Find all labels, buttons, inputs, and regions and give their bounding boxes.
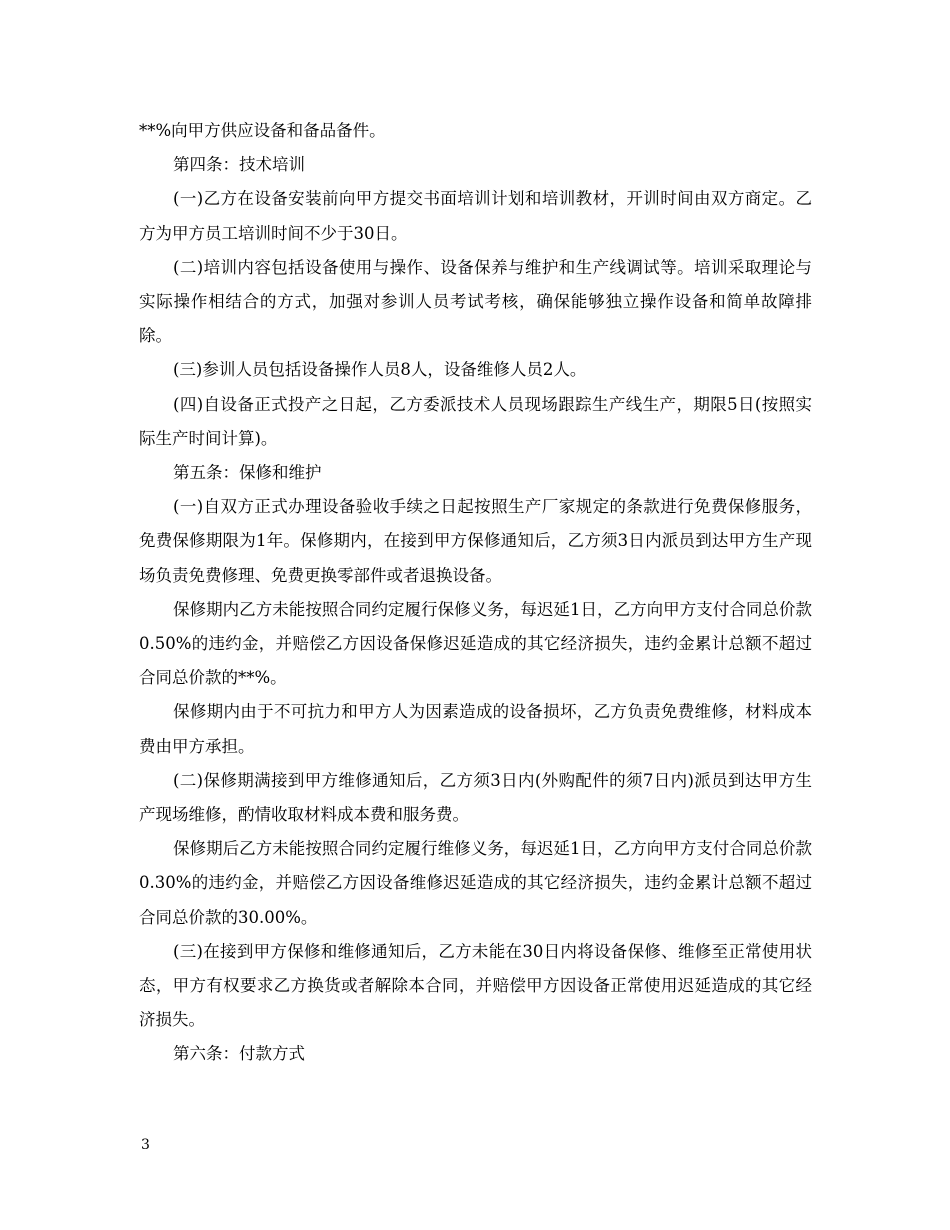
paragraph: (一)乙方在设备安装前向甲方提交书面培训计划和培训教材，开训时间由双方商定。乙方为甲方员工培训时间不少于30日。 (139, 189, 812, 243)
paragraph: (二)保修期满接到甲方维修通知后，乙方须3日内(外购配件的须7日内)派员到达甲方生产现场维修，酌情收取材料成本费和服务费。 (139, 770, 812, 825)
section-heading-5: 第五条：保修和维护 (173, 463, 322, 483)
paragraph: 保修期后乙方未能按照合同约定履行维修义务，每迟延1日，乙方向甲方支付合同总价款0.30%的违约金，并赔偿乙方因设备维修迟延造成的其它经济损失，违约金累计总额不超过合同总价款的30.00%。 (139, 839, 812, 927)
document-body (139, 114, 812, 1072)
paragraph: (二)培训内容包括设备使用与操作、设备保养与维护和生产线调试等。培训采取理论与实际操作相结合的方式，加强对参训人员考试考核，确保能够独立操作设备和简单故障排除。 (139, 257, 812, 346)
section-heading-4: 第四条：技术培训 (173, 155, 305, 175)
paragraph: (三)参训人员包括设备操作人员8人，设备维修人员2人。 (173, 360, 587, 380)
paragraph: (四)自设备正式投产之日起，乙方委派技术人员现场跟踪生产线生产，期限5日(按照实际生产时间计算)。 (139, 394, 812, 448)
paragraph: (三)在接到甲方保修和维修通知后，乙方未能在30日内将设备保修、维修至正常使用状态，甲方有权要求乙方换货或者解除本合同，并赔偿甲方因设备正常使用迟延造成的其它经济损失。 (139, 941, 812, 1030)
paragraph: **%向甲方供应设备和备品备件。 (139, 121, 386, 140)
page-number: 3 (141, 1137, 150, 1153)
section-heading-6: 第六条：付款方式 (173, 1044, 305, 1064)
paragraph: (一)自双方正式办理设备验收手续之日起按照生产厂家规定的条款进行免费保修服务，免费保修期限为1年。保修期内，在接到甲方保修通知后，乙方须3日内派员到达甲方生产现场负责免费修理、免费更换零部件或者退换设备。 (139, 497, 812, 585)
paragraph: 保修期内乙方未能按照合同约定履行保修义务，每迟延1日，乙方向甲方支付合同总价款0.50%的违约金，并赔偿乙方因设备保修迟延造成的其它经济损失，违约金累计总额不超过合同总价款的**%。 (139, 599, 812, 688)
paragraph: 保修期内由于不可抗力和甲方人为因素造成的设备损坏，乙方负责免费维修，材料成本费由甲方承担。 (139, 702, 812, 756)
